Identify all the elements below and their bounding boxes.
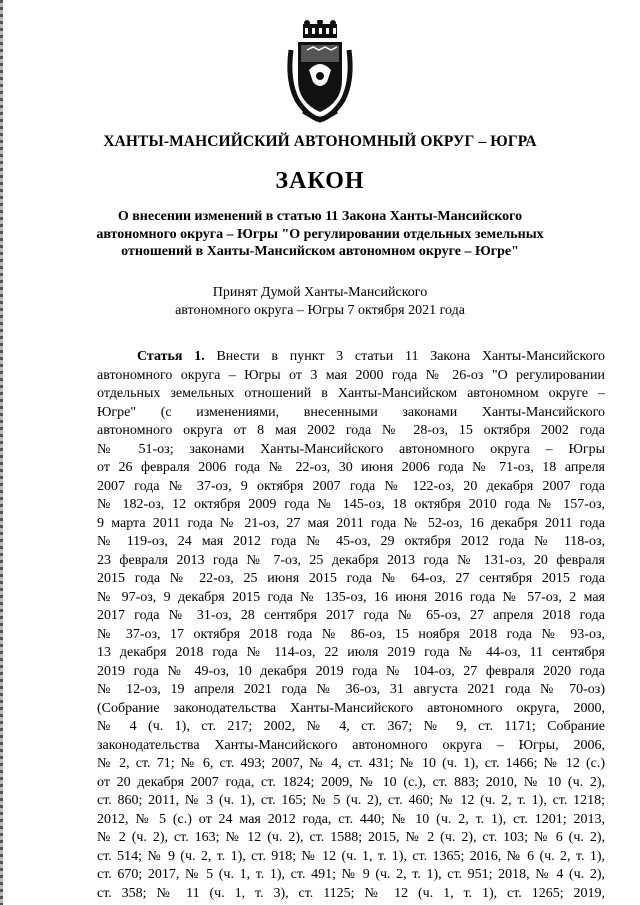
article-text-line: № 51-оз; законами Ханты-Мансийского автономного округа – Югры [97, 441, 605, 457]
article-text-line: 2012, № 5 (с.) от 24 мая 2012 года, ст. 440; № 10 (ч. 2, т. 1), ст. 1201; 2013, [97, 811, 605, 827]
article-text-line: № 119-оз, 24 мая 2012 года № 45-оз, 29 октября 2012 года № 118-оз, [97, 534, 605, 549]
article-text-line: Югре" (с изменениями, внесенными законами Ханты-Мансийского [97, 404, 605, 420]
article-text-line: ст. 860; 2011, № 3 (ч. 1), ст. 165; № 5 (ч. 2), ст. 460; № 12 (ч. 2, т. 1), ст. 1218; [97, 793, 605, 808]
article-text-line: от 20 декабря 2007 года, ст. 1824; 2009, № 10 (с.), ст. 883; 2010, № 10 (ч. 2), [97, 774, 605, 790]
article-text-line: 2015 года № 22-оз, 25 июня 2015 года № 64-оз, 27 сентября 2015 года [97, 571, 605, 586]
article-text-line: № 37-оз, 17 октября 2018 года № 86-оз, 15 ноября 2018 года № 93-оз, [97, 626, 605, 642]
article-text-line: № 2, ст. 71; № 6, ст. 493; 2007, № 4, ст. 431; № 10 (ч. 1), ст. 1466; № 12 (с.) [97, 756, 605, 771]
article-text-line: 2017 года № 31-оз, 28 сентября 2017 года № 65-оз, 27 апреля 2018 года [97, 608, 605, 623]
article-first-line-text: Внести в пункт 3 статьи 11 Закона Ханты-Мансийского [216, 349, 605, 364]
article-text-line: 13 декабря 2018 года № 114-оз, 22 июля 2019 года № 44-оз, 11 сентября [97, 645, 605, 660]
article-text-line: ст. 670; 2017, № 5 (ч. 1, т. 1), ст. 491; № 9 (ч. 2, т. 1), ст. 951; 2018, № 4 (ч. 2), [97, 867, 605, 882]
article-text-line: автономного округа от 8 мая 2002 года № 28-оз, 15 октября 2002 года [97, 423, 605, 438]
coat-of-arms-icon [285, 20, 355, 124]
law-title-line: отношений в Ханты-Мансийском автономном округе – Югре" [121, 244, 519, 259]
article-text-line: № 4 (ч. 1), ст. 217; 2002, № 4, ст. 367; № 9, ст. 1171; Собрание [97, 719, 605, 734]
law-title-line: О внесении изменений в статью 11 Закона Ханты-Мансийского [117, 209, 523, 224]
article-text-line: ст. 514; № 9 (ч. 2, т. 1), ст. 918; № 12 (ч. 1, т. 1), ст. 1365; 2016, № 6 (ч. 2, т. 1), [97, 848, 605, 864]
adoption-line: автономного округа – Югры 7 октября 2021 года [175, 303, 465, 318]
article-text-line: отдельных земельных отношений в Ханты-Мансийском автономном округе – [97, 386, 605, 401]
article-text-line: № 182-оз, 12 октября 2009 года № 145-оз, 18 октября 2010 года № 157-оз, [97, 497, 605, 512]
article-text-line: № 97-оз, 9 декабря 2015 года № 135-оз, 16 июня 2016 года № 57-оз, 2 мая [97, 589, 605, 605]
article-text-line: 23 февраля 2013 года № 7-оз, 25 декабря 2013 года № 131-оз, 20 февраля [97, 552, 605, 568]
article-text-line: № 12-оз, 19 апреля 2021 года № 36-оз, 31 августа 2021 года № 70-оз) [97, 682, 605, 697]
article-label: Статья 1. [137, 349, 205, 364]
article-text-line: ст. 358; № 11 (ч. 1, т. 3), ст. 1125; № 12 (ч. 1, т. 1), ст. 1265; 2019, [97, 885, 605, 901]
document-type-heading: ЗАКОН [275, 168, 365, 194]
region-title: ХАНТЫ-МАНСИЙСКИЙ АВТОНОМНЫЙ ОКРУГ – ЮГРА [103, 133, 537, 150]
law-title [95, 208, 545, 261]
article-text-line: № 2 (ч. 2), ст. 163; № 12 (ч. 2), ст. 1588; 2015, № 2 (ч. 2), ст. 103; № 6 (ч. 2), [97, 830, 605, 845]
article-text-line: (Собрание законодательства Ханты-Мансийского автономного округа, 2000, [97, 700, 605, 716]
article-text-line: 2019 года № 49-оз, 10 декабря 2019 года № 104-оз, 27 февраля 2020 года [97, 663, 605, 679]
article-text-line: 9 марта 2011 года № 21-оз, 27 мая 2011 года № 52-оз, 16 декабря 2011 года [97, 515, 605, 531]
article-1-text [97, 348, 605, 903]
article-text-line: автономного округа – Югры от 3 мая 2000 года № 26-оз "О регулировании [97, 367, 605, 383]
article-text-line: 2007 года № 37-оз, 9 октября 2007 года № 122-оз, 20 декабря 2007 года [97, 478, 605, 494]
law-title-line: автономного округа – Югры "О регулировании отдельных земельных [96, 226, 544, 242]
article-text-line: от 26 февраля 2006 года № 22-оз, 30 июня 2006 года № 71-оз, 18 апреля [97, 460, 605, 475]
article-text-line: законодательства Ханты-Мансийского автономного округа – Югры, 2006, [97, 737, 605, 753]
adoption-line: Принят Думой Ханты-Мансийского [212, 285, 428, 300]
adoption-note [0, 284, 640, 320]
article-first-line [97, 348, 605, 367]
